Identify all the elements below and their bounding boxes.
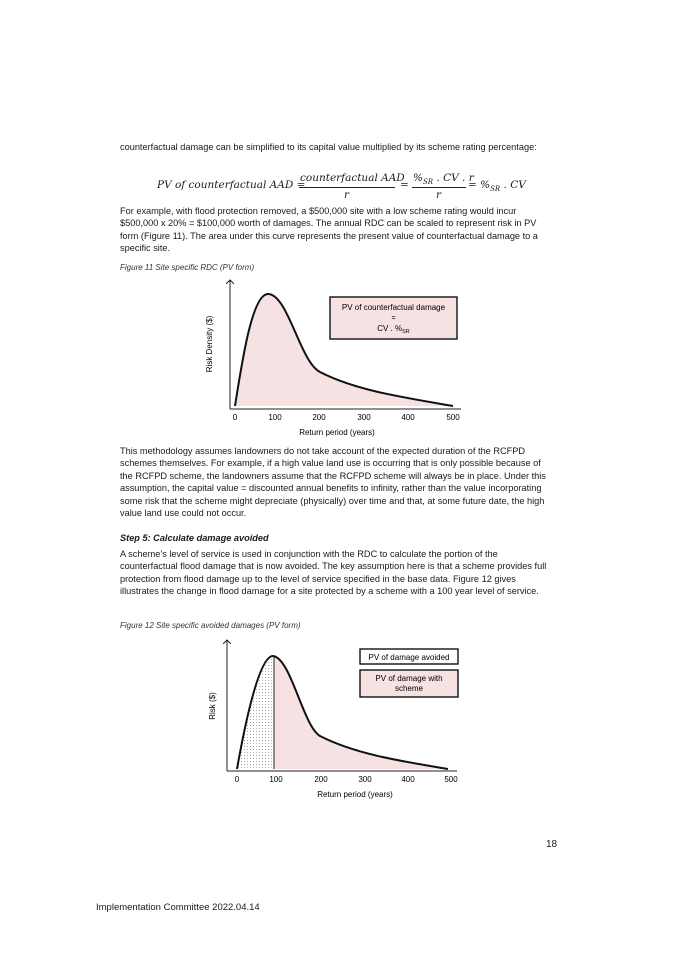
tick-400: 400 (401, 413, 415, 422)
tick12-300: 300 (358, 775, 372, 784)
formula-lhs: PV of counterfactual AAD = (157, 179, 306, 191)
example-paragraph: For example, with flood protection removed, a $500,000 site with a low scheme rating would incur $500,000 x 20% = $100,000 worth of damages. The annual RDC can be scaled to represent risk in PV form (Figure 11). The area under this curve represents the present value of counterfactual damage to a specific site. (120, 206, 538, 254)
figure12-caption: Figure 12 Site specific avoided damages (PV form) (120, 621, 301, 630)
tick-300: 300 (357, 413, 371, 422)
methodology-paragraph: This methodology assumes landowners do not take account of the expected duration of the RCFPD schemes themselves. For example, if a high value land use is occurring that is only possible because of the RCFPD scheme, the landowners assume that the RCFPD scheme will always be in place. Under this assumption, the capital value = discounted annual benefits to infinity, rather than the value incorporating some risk that the scheme might depreciate (physically) over time and that, at some future date, the high value land use could not occur. (120, 446, 546, 519)
tick12-0: 0 (234, 775, 240, 784)
formula-rhs: = $\%_{SR}$ . CV (468, 179, 526, 194)
footer-text: Implementation Committee 2022.04.14 (96, 902, 260, 913)
tick12-200: 200 (314, 775, 328, 784)
intro-paragraph: counterfactual damage can be simplified to its capital value multiplied by its scheme rating percentage: (120, 142, 537, 152)
legend-damage-avoided-label: PV of damage avoided (368, 653, 450, 662)
pv-formula (0, 172, 675, 202)
step5-heading: Step 5: Calculate damage avoided (120, 533, 269, 543)
formula-frac1-denominator: r (344, 189, 350, 201)
pv-box-line3: CV . $\%_{SR}$ (377, 324, 410, 335)
tick-0: 0 (232, 413, 238, 422)
formula-frac2-numerator: $\%_{SR}$ . CV . r (413, 172, 474, 187)
formula-frac2-denominator: r (436, 189, 442, 201)
tick12-100: 100 (269, 775, 283, 784)
figure11-caption: Figure 11 Site specific RDC (PV form) (120, 263, 255, 272)
tick12-400: 400 (401, 775, 415, 784)
tick12-500: 500 (444, 775, 458, 784)
formula-equals: = (400, 179, 409, 191)
formula-frac1-numerator: counterfactual AAD (300, 172, 405, 184)
legend-with-scheme-line2: scheme (394, 684, 424, 693)
figure12-ylabel: Risk ($) (208, 692, 217, 720)
damage-avoided-area (237, 656, 274, 769)
pv-box-line1: PV of counterfactual damage (341, 303, 446, 312)
tick-100: 100 (268, 413, 282, 422)
figure11-xlabel: Return period (years) (299, 428, 375, 437)
tick-200: 200 (312, 413, 326, 422)
figure12-xlabel: Return period (years) (317, 790, 393, 799)
tick-500: 500 (446, 413, 460, 422)
pv-box-line2: = (391, 315, 396, 322)
figure12-chart (195, 634, 485, 804)
figure11-chart (195, 272, 485, 442)
step5-paragraph: A scheme’s level of service is used in conjunction with the RDC to calculate the portion of the counterfactual flood damage that is now avoided. The key assumption here is that a scheme provides full protection from flood damage up to the level of service specified in the base data. Figure 12 gives illustrates the change in flood damage for a site protected by a scheme with a 100 year level of service. (120, 549, 547, 597)
page-number: 18 (546, 839, 558, 850)
figure11-ylabel: Risk Density ($) (205, 315, 214, 373)
legend-with-scheme-line1: PV of damage with (375, 674, 443, 683)
